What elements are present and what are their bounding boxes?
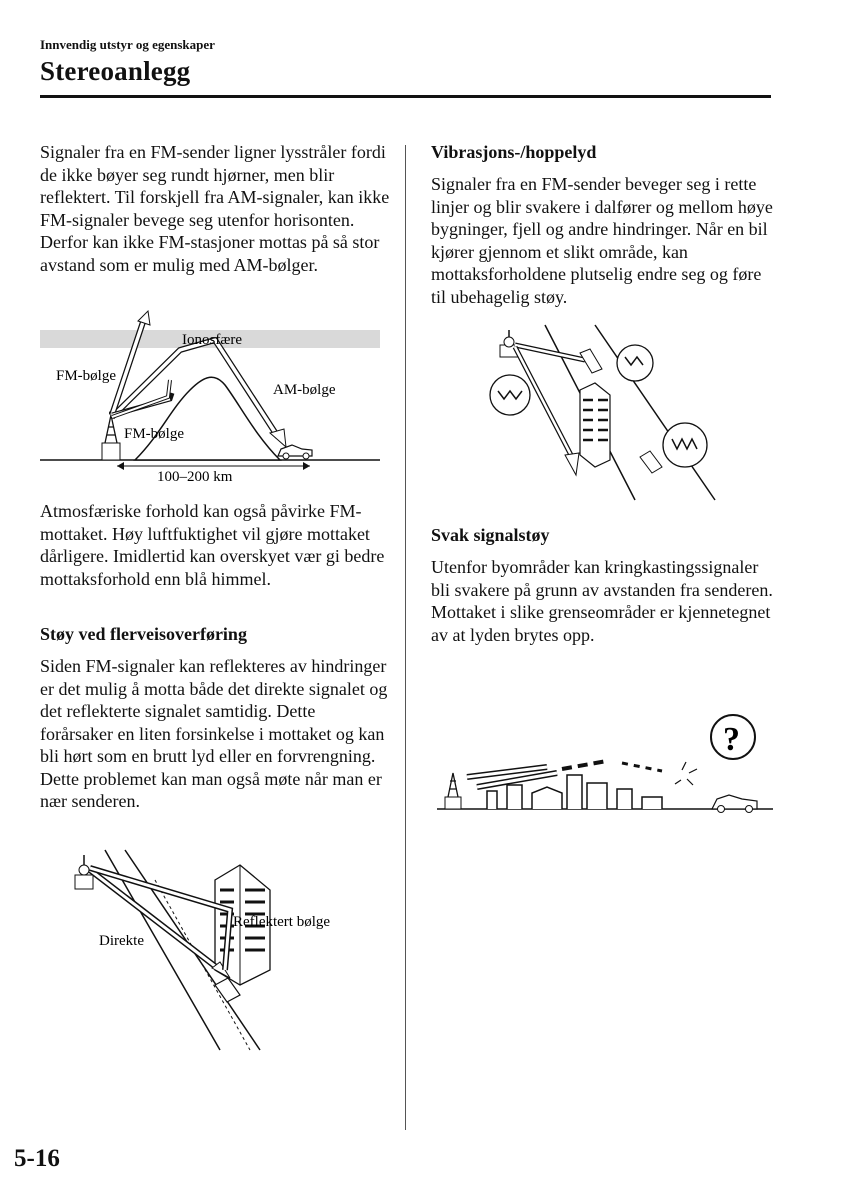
intro-paragraph: Signaler fra en FM-sender ligner lysstråler fordi de ikke bøyer seg rundt hjørner, men blir reflektert. Til forskjell fra AM-signaler, kan ikke FM-signaler bevege seg utenfor horisonten. Derfor kan ikke FM-stasjoner mottas på så stor avstand som er mulig med AM-bølger. [40, 142, 390, 275]
building [580, 383, 610, 467]
vibration-figure [480, 325, 730, 505]
column-divider [405, 145, 406, 1130]
label-am-wave: AM-bølge [273, 382, 336, 398]
label-ionosphere: Ionosfære [182, 332, 242, 348]
label-direct: Direkte [99, 933, 144, 949]
multipath-paragraph: Siden FM-signaler kan reflekteres av hindringer er det mulig å motta både det direkte signalet og det reflekterte signalet samtidig. Dette forårsaker en liten forsinkelse i mottaket og kan bli hørt som en brutt lyd eller en forvrengning. Dette problemet kan man også møte når man er nær senderen. [40, 656, 388, 811]
radio-tower-icon [445, 773, 461, 809]
weak-signal-heading: Svak signalstøy [431, 525, 550, 545]
car-icon [278, 445, 312, 459]
multipath-figure [70, 850, 370, 1050]
label-reflected-wave: Reflektert bølge [233, 914, 331, 930]
fm-am-propagation-figure [40, 325, 385, 485]
mountain [135, 377, 280, 460]
section-label: Innvendig utstyr og egenskaper [40, 37, 215, 52]
spark-icon [675, 762, 697, 785]
page-title: Stereoanlegg [40, 56, 191, 86]
weak-signal-paragraph: Utenfor byområder kan kringkastingssignaler bli svakere på grunn av avstanden fra senderen. Mottaket i slike grenseområder er kjennetegnet av at lyden brytes opp. [431, 557, 773, 645]
question-mark-icon: ? [723, 721, 740, 758]
atmosphere-paragraph: Atmosfæriske forhold kan også påvirke FM-mottaket. Høy luftfuktighet vil gjøre mottaket dårligere. Imidlertid kan overskyet vær gi bedre mottaksforhold enn blå himmel. [40, 501, 385, 589]
radio-tower-icon [102, 411, 120, 460]
vibration-paragraph: Signaler fra en FM-sender beveger seg i rette linjer og blir svakere i dalfører og mellom høye bygninger, fjell og andre hindringer. Når en bil kjører gjennom et slikt område, kan mottaksforholdene plutselig endre seg og føre til ubehagelig støy. [431, 174, 773, 307]
label-distance: 100–200 km [157, 469, 233, 485]
vibration-heading: Vibrasjons-/hoppelyd [431, 142, 597, 162]
page-number: 5-16 [14, 1145, 60, 1172]
weak-signal-figure [437, 705, 777, 815]
title-rule [40, 95, 771, 98]
multipath-heading: Støy ved flerveisoverføring [40, 624, 247, 644]
noise-bubble [617, 345, 653, 381]
label-fm-wave-bottom: FM-bølge [124, 426, 184, 442]
car-icon [712, 795, 757, 813]
label-fm-wave-top: FM-bølge [56, 368, 116, 384]
noise-bubble [490, 375, 530, 415]
